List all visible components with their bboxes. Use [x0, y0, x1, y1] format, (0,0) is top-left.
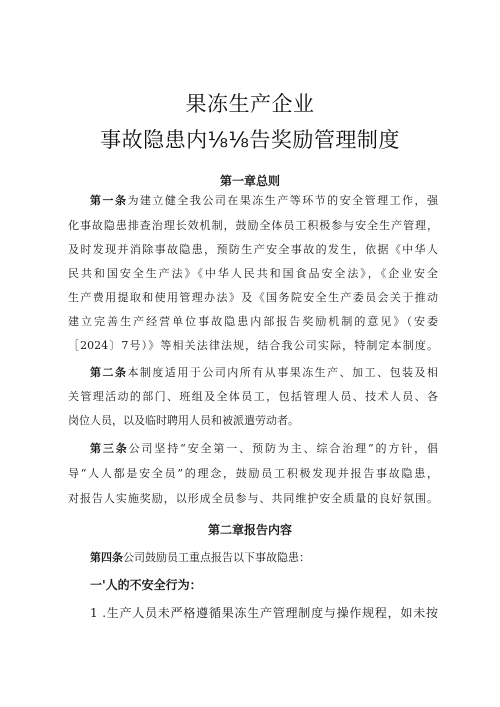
chapter-heading-2: 第二章报告内容 [207, 523, 292, 537]
article-3-text: 公司坚持“安全第一、预防为主、综合治理”的方针，倡 [128, 442, 438, 455]
item-1-1-line: 1 .生产人员未严格遵循果冻生产管理制度与操作规程，如未按 [90, 606, 438, 620]
article-2-line-1 [90, 366, 438, 380]
article-2-line-3: 岗位人员，以及临时聘用人员和被派遣劳动者。 [68, 414, 299, 427]
chapter-heading-1: 第一章总则 [219, 174, 280, 188]
article-2-label: 第二条 [90, 366, 128, 379]
article-2-line-2: 关管理活动的部门、班组及全体员工，包括管理人员、技术人员、各 [68, 390, 438, 403]
article-3-line-2: 导“人人都是安全员”的理念，鼓励员工积极发现并报告事故隐患， [68, 467, 438, 480]
article-1-text: 为建立健全我公司在果冻生产等环节的安全管理工作，强 [127, 194, 439, 207]
article-4-line-1 [90, 551, 438, 565]
article-4-label: 第四条 [90, 551, 123, 564]
article-2-text: 本制度适用于公司内所有从事果冻生产、加工、包装及相 [127, 366, 439, 379]
article-1-line-7: ［2024〕7号）》等相关法律法规，结合我公司实际，特制定本制度。 [68, 339, 438, 352]
article-1-label: 第一条 [90, 194, 128, 207]
article-3-label: 第三条 [90, 442, 129, 455]
article-1-line-6: 建立完善生产经营单位事故隐患内部报告奖励机制的意见》（安委 [68, 315, 438, 328]
item-1-heading: 一'人的不安全行为： [90, 578, 202, 592]
article-4-text: 公司鼓励员工重点报告以下事故隐患： [123, 551, 310, 564]
article-1-line-4: 民共和国安全生产法》《中华人民共和国食品安全法》，《企业安全 [68, 267, 438, 280]
article-1-line-3: 及时发现并消除事故隐患，预防生产安全事故的发生，依据《中华人 [68, 243, 438, 256]
article-3-line-1 [90, 442, 438, 456]
article-1-line-1 [90, 194, 438, 208]
document-title-line1: 果冻生产企业 [185, 92, 315, 116]
article-1-line-2: 化事故隐患排查治理长效机制，鼓励全体员工积极参与安全生产管理， [68, 219, 438, 232]
article-3-line-3: 对报告人实施奖励，以形成全员参与、共同维护安全质量的良好氛围。 [68, 492, 438, 505]
article-1-line-5: 生产费用提取和使用管理办法》及《国务院安全生产委员会关于推动 [68, 291, 438, 304]
document-title-line2: 事故隐患内⅛⅛告奖励管理制度 [100, 128, 400, 152]
